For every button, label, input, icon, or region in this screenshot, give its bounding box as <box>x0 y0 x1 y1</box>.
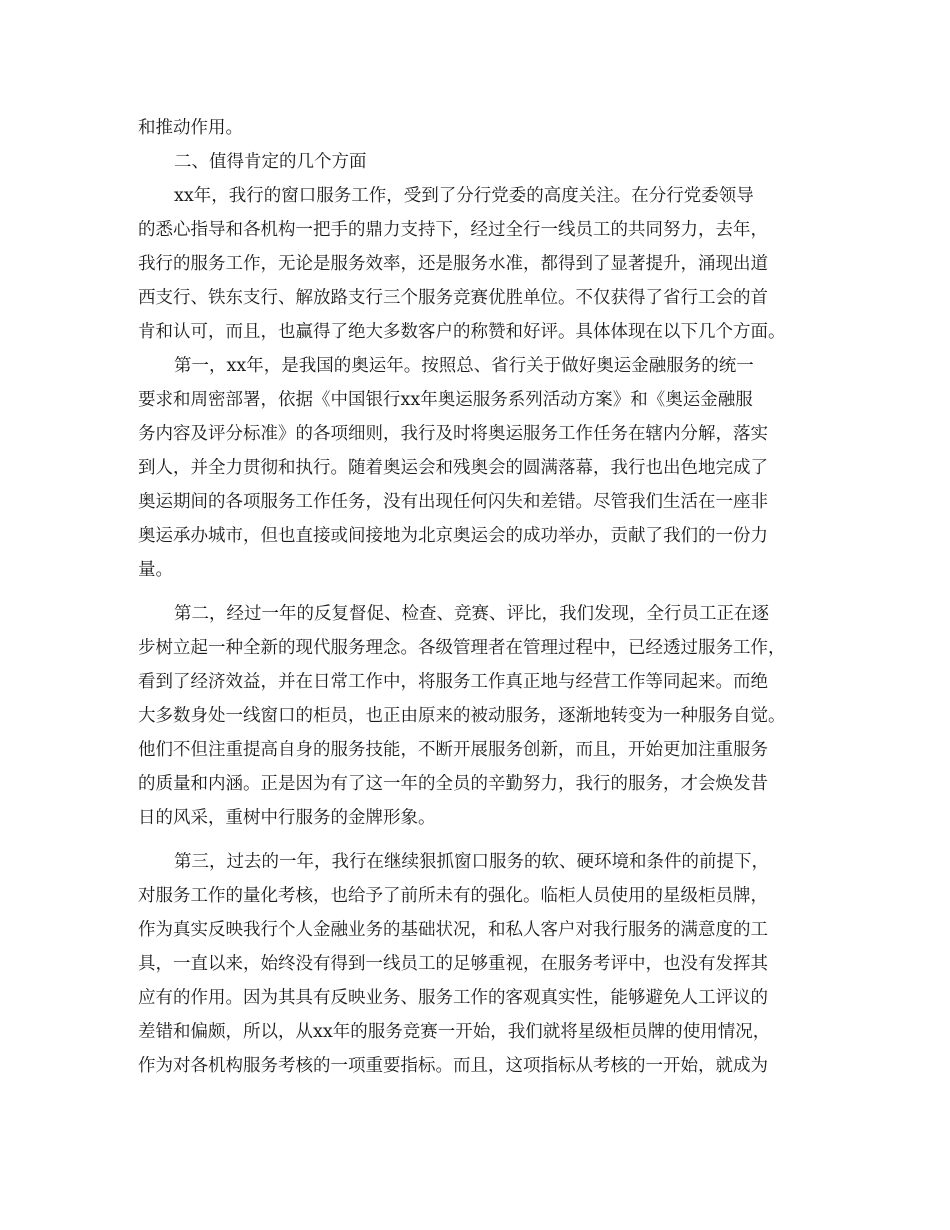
text-line: 量。 <box>138 560 173 580</box>
text-line: 步树立起一种全新的现代服务理念。各级管理者在管理过程中，已经透过服务工作， <box>138 638 786 658</box>
text-line: 第三，过去的一年，我行在继续狠抓窗口服务的软、硬环境和条件的前提下， <box>174 852 769 872</box>
text-line: 对服务工作的量化考核，也给予了前所未有的强化。临柜人员使用的星级柜员牌， <box>138 886 768 906</box>
text-line: 第二，经过一年的反复督促、检查、竞赛、评比，我们发现，全行员工正在逐 <box>174 604 769 624</box>
text-line: 和推动作用。 <box>138 118 243 138</box>
section-heading: 二、值得肯定的几个方面 <box>174 152 367 172</box>
text-line: 第一，xx年，是我国的奥运年。按照总、省行关于做好奥运金融服务的统一 <box>174 356 754 376</box>
text-line: 日的风采，重树中行服务的金牌形象。 <box>138 808 436 828</box>
text-line: 差错和偏颇，所以，从xx年的服务竞赛一开始，我们就将星级柜员牌的使用情况， <box>138 1022 771 1042</box>
text-line: 大多数身处一线窗口的柜员，也正由原来的被动服务，逐渐地转变为一种服务自觉。 <box>138 706 786 726</box>
text-line: 要求和周密部署，依据《中国银行xx年奥运服务系列活动方案》和《奥运金融服 <box>138 390 753 410</box>
text-line: 务内容及评分标准》的各项细则，我行及时将奥运服务工作任务在辖内分解，落实 <box>138 424 768 444</box>
text-line: 他们不但注重提高自身的服务技能，不断开展服务创新，而且，开始更加注重服务 <box>138 740 768 760</box>
text-line: 具，一直以来，始终没有得到一线员工的足够重视，在服务考评中，也没有发挥其 <box>138 954 768 974</box>
text-line: 看到了经济效益，并在日常工作中，将服务工作真正地与经营工作等同起来。而绝 <box>138 672 768 692</box>
text-line: xx年，我行的窗口服务工作，受到了分行党委的高度关注。在分行党委领导 <box>174 186 754 206</box>
text-line: 到人，并全力贯彻和执行。随着奥运会和残奥会的圆满落幕，我行也出色地完成了 <box>138 458 768 478</box>
text-line: 的质量和内涵。正是因为有了这一年的全员的辛勤努力，我行的服务，才会焕发昔 <box>138 774 768 794</box>
text-line: 奥运期间的各项服务工作任务，没有出现任何闪失和差错。尽管我们生活在一座非 <box>138 492 768 512</box>
text-line: 肯和认可，而且，也赢得了绝大多数客户的称赞和好评。具体体现在以下几个方面。 <box>138 322 786 342</box>
text-line: 作为对各机构服务考核的一项重要指标。而且，这项指标从考核的一开始，就成为 <box>138 1056 768 1076</box>
text-line: 作为真实反映我行个人金融业务的基础状况，和私人客户对我行服务的满意度的工 <box>138 920 768 940</box>
text-line: 西支行、铁东支行、解放路支行三个服务竞赛优胜单位。不仅获得了省行工会的首 <box>138 288 768 308</box>
text-line: 应有的作用。因为其具有反映业务、服务工作的客观真实性，能够避免人工评议的 <box>138 988 768 1008</box>
text-line: 的悉心指导和各机构一把手的鼎力支持下，经过全行一线员工的共同努力，去年， <box>138 220 768 240</box>
text-line: 奥运承办城市，但也直接或间接地为北京奥运会的成功举办，贡献了我们的一份力 <box>138 526 768 546</box>
text-line: 我行的服务工作，无论是服务效率，还是服务水准，都得到了显著提升，涌现出道 <box>138 254 768 274</box>
